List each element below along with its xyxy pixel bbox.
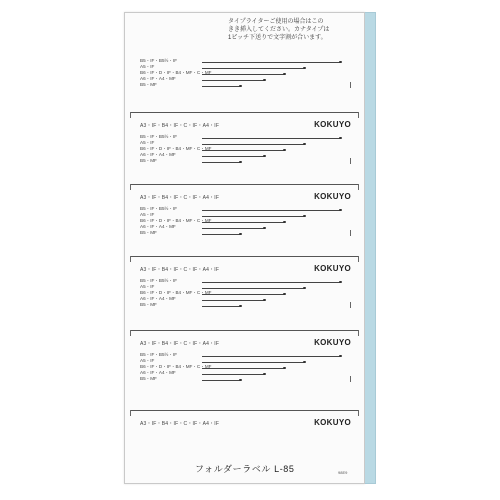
block-header: A3・IF・B4・IF・C・IF・A4・IF <box>140 195 220 201</box>
edge-tick <box>350 230 351 236</box>
guide-line <box>202 222 284 223</box>
guide-line <box>202 368 284 369</box>
guide-line <box>202 228 264 229</box>
edge-tick <box>350 302 351 308</box>
guide-line <box>202 144 304 145</box>
size-label: B5・MF <box>140 158 157 163</box>
size-label: A5・IF <box>140 358 155 363</box>
guide-line <box>202 162 240 163</box>
size-label: A5・IF <box>140 140 155 145</box>
size-row <box>140 376 340 382</box>
label-block <box>124 330 365 400</box>
guide-dot <box>239 379 242 382</box>
block-header: A3・IF・B4・IF・C・IF・A4・IF <box>140 123 220 129</box>
block-header: A3・IF・B4・IF・C・IF・A4・IF <box>140 267 220 273</box>
size-label: B5・IF・B5½・IF <box>140 352 178 357</box>
cut-line <box>130 184 359 185</box>
guide-dot <box>283 73 286 76</box>
size-row <box>140 158 340 164</box>
edge-tick <box>350 376 351 382</box>
cut-line <box>130 330 359 331</box>
guide-dot <box>303 143 306 146</box>
size-label: B6・IF・D・IF・B4・MF・C・MF <box>140 146 212 151</box>
guide-dot <box>303 215 306 218</box>
guide-line <box>202 150 284 151</box>
guide-dot <box>263 373 266 376</box>
size-label: A6・IF・A4・MF <box>140 152 176 157</box>
size-label: B5・IF・B5½・IF <box>140 58 178 63</box>
brand-logo: KOKUYO <box>314 338 351 347</box>
guide-line <box>202 306 240 307</box>
guide-dot <box>339 209 342 212</box>
size-label: A5・IF <box>140 212 155 217</box>
label-block <box>124 40 365 110</box>
size-label: A6・IF・A4・MF <box>140 76 176 81</box>
guide-line <box>202 68 304 69</box>
guide-dot <box>283 293 286 296</box>
cut-tick <box>130 410 131 416</box>
guide-dot <box>303 287 306 290</box>
guide-line <box>202 62 340 63</box>
guide-dot <box>283 149 286 152</box>
guide-dot <box>283 221 286 224</box>
size-label: A6・IF・A4・MF <box>140 224 176 229</box>
notice-line: 1ピッチ下送りで文字割が合います。 <box>228 35 327 41</box>
guide-line <box>202 300 264 301</box>
guide-dot <box>239 85 242 88</box>
typewriter-notice <box>228 18 358 42</box>
guide-dot <box>263 227 266 230</box>
guide-dot <box>339 355 342 358</box>
guide-dot <box>263 79 266 82</box>
label-block <box>124 256 365 326</box>
size-label: B6・IF・D・IF・B4・MF・C・MF <box>140 290 212 295</box>
brand-logo: KOKUYO <box>314 192 351 201</box>
size-row <box>140 302 340 308</box>
guide-dot <box>239 305 242 308</box>
guide-line <box>202 294 284 295</box>
guide-line <box>202 374 264 375</box>
size-label: B5・MF <box>140 302 157 307</box>
size-label: B6・IF・D・IF・B4・MF・C・MF <box>140 218 212 223</box>
guide-dot <box>239 233 242 236</box>
guide-line <box>202 80 264 81</box>
product-title: フォルダーラベル L-85 <box>195 464 295 474</box>
guide-dot <box>303 67 306 70</box>
size-label: B5・IF・B5½・IF <box>140 278 178 283</box>
size-label: B5・MF <box>140 376 157 381</box>
size-label: B5・IF・B5½・IF <box>140 206 178 211</box>
cut-line <box>130 112 359 113</box>
guide-dot <box>339 137 342 140</box>
size-label: B5・MF <box>140 230 157 235</box>
guide-dot <box>339 61 342 64</box>
size-label: B5・IF・B5½・IF <box>140 134 178 139</box>
cut-tick <box>358 112 359 118</box>
guide-dot <box>303 361 306 364</box>
guide-dot <box>263 155 266 158</box>
guide-dot <box>339 281 342 284</box>
notice-line: タイプライターご使用の場合はこの <box>228 19 324 25</box>
size-label: B6・IF・D・IF・B4・MF・C・MF <box>140 364 212 369</box>
label-block <box>124 184 365 254</box>
brand-logo: KOKUYO <box>314 418 351 427</box>
size-label: B5・MF <box>140 82 157 87</box>
guide-line <box>202 234 240 235</box>
edge-tick <box>350 82 351 88</box>
cut-tick <box>130 184 131 190</box>
block-header: A3・IF・B4・IF・C・IF・A4・IF <box>140 341 220 347</box>
size-label: A6・IF・A4・MF <box>140 296 176 301</box>
notice-line: きき挿入してください。カナタイプは <box>228 27 330 33</box>
product-code: 98E9 <box>338 470 348 475</box>
size-label: B6・IF・D・IF・B4・MF・C・MF <box>140 70 212 75</box>
guide-line <box>202 74 284 75</box>
guide-dot <box>283 367 286 370</box>
guide-line <box>202 210 340 211</box>
guide-line <box>202 380 240 381</box>
guide-dot <box>263 299 266 302</box>
brand-logo: KOKUYO <box>314 120 351 129</box>
cut-tick <box>358 256 359 262</box>
cut-tick <box>130 112 131 118</box>
cut-line <box>130 410 359 411</box>
cut-line <box>130 256 359 257</box>
sheet-blue-edge <box>365 12 376 484</box>
guide-line <box>202 362 304 363</box>
size-row <box>140 230 340 236</box>
cut-tick <box>358 330 359 336</box>
cut-tick <box>358 410 359 416</box>
cut-tick <box>130 256 131 262</box>
cut-tick <box>358 184 359 190</box>
guide-line <box>202 356 340 357</box>
size-label: A5・IF <box>140 64 155 69</box>
cut-tick <box>130 330 131 336</box>
size-label: A5・IF <box>140 284 155 289</box>
guide-dot <box>239 161 242 164</box>
guide-line <box>202 138 340 139</box>
guide-line <box>202 282 340 283</box>
size-row <box>140 82 340 88</box>
edge-tick <box>350 158 351 164</box>
guide-line <box>202 86 240 87</box>
block-header: A3・IF・B4・IF・C・IF・A4・IF <box>140 421 220 427</box>
guide-line <box>202 156 264 157</box>
size-label: A6・IF・A4・MF <box>140 370 176 375</box>
label-block <box>124 112 365 182</box>
guide-line <box>202 288 304 289</box>
guide-line <box>202 216 304 217</box>
brand-logo: KOKUYO <box>314 264 351 273</box>
